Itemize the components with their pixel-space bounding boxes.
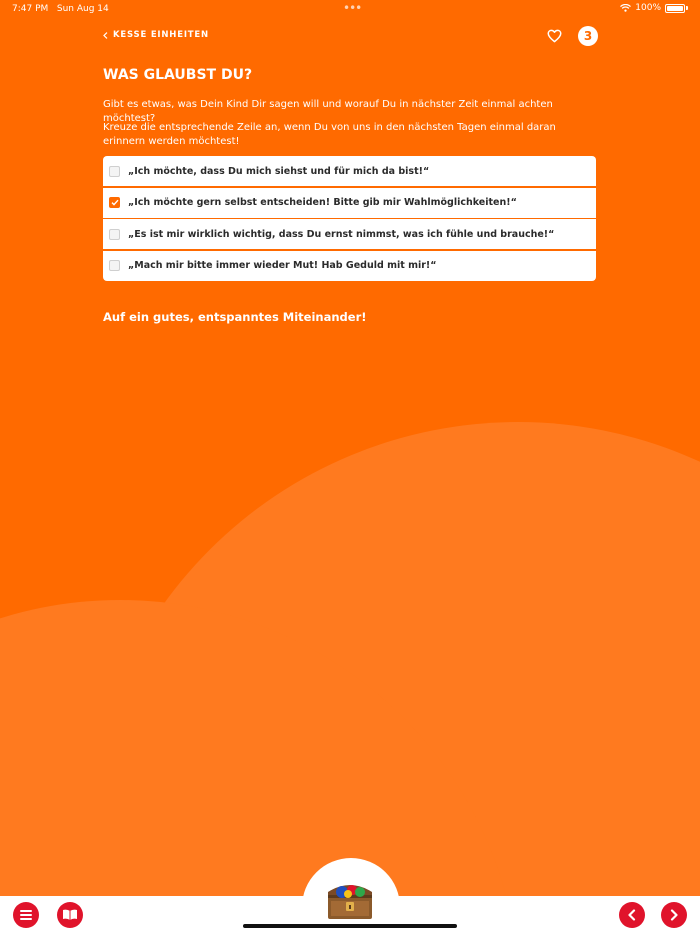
- chevron-left-icon: [103, 32, 108, 39]
- back-button[interactable]: [103, 30, 209, 40]
- option-label: „Ich möchte, dass Du mich siehst und für mich da bist!“: [128, 165, 430, 177]
- menu-icon: [19, 909, 33, 921]
- counter-badge: 3: [578, 26, 598, 46]
- back-label: KESSE EINHEITEN: [113, 30, 209, 40]
- treasure-chest-icon[interactable]: [324, 876, 376, 922]
- option-label: „Es ist mir wirklich wichtig, dass Du ernst nimmst, was ich fühle und brauche!“: [128, 228, 555, 240]
- option-row[interactable]: [103, 251, 596, 281]
- option-label: „Ich möchte gern selbst entscheiden! Bitte gib mir Wahlmöglichkeiten!“: [128, 197, 517, 208]
- option-row[interactable]: [103, 188, 596, 218]
- next-button[interactable]: [661, 902, 687, 928]
- book-button[interactable]: [57, 902, 83, 928]
- checkmark-icon: [111, 199, 119, 206]
- option-label: „Mach mir bitte immer wieder Mut! Hab Geduld mit mir!“: [128, 260, 437, 271]
- closing-text: Auf ein gutes, entspanntes Miteinander!: [103, 310, 367, 324]
- option-checkbox[interactable]: [109, 166, 120, 177]
- option-checkbox-checked[interactable]: [109, 197, 120, 208]
- home-indicator[interactable]: [243, 924, 457, 928]
- multitasking-dots-icon[interactable]: •••: [343, 1, 362, 15]
- option-row[interactable]: [103, 219, 596, 249]
- previous-button[interactable]: [619, 902, 645, 928]
- intro-paragraph: Gibt es etwas, was Dein Kind Dir sagen will und worauf Du in nächster Zeit einmal achten möchtest?: [103, 99, 553, 124]
- heart-icon[interactable]: [547, 29, 562, 43]
- status-right: [620, 3, 688, 13]
- option-checkbox[interactable]: [109, 260, 120, 271]
- wifi-icon: [620, 4, 631, 12]
- option-row[interactable]: [103, 156, 596, 186]
- chevron-left-icon: [627, 909, 637, 921]
- option-checkbox[interactable]: [109, 229, 120, 240]
- status-time: 7:47 PM Sun Aug 14: [12, 4, 109, 14]
- menu-button[interactable]: [13, 902, 39, 928]
- battery-tip: [686, 6, 688, 10]
- chevron-right-icon: [669, 909, 679, 921]
- battery-percentage: 100%: [635, 3, 661, 13]
- options-list: [103, 156, 596, 281]
- page-title: WAS GLAUBST DU?: [103, 67, 253, 83]
- battery-icon: [665, 4, 685, 13]
- instruction-paragraph: Kreuze die entsprechende Zeile an, wenn Du von uns in den nächsten Tagen einmal daran erinnern werden möchtest!: [103, 122, 556, 147]
- book-icon: [62, 909, 78, 921]
- status-bar: [0, 0, 700, 18]
